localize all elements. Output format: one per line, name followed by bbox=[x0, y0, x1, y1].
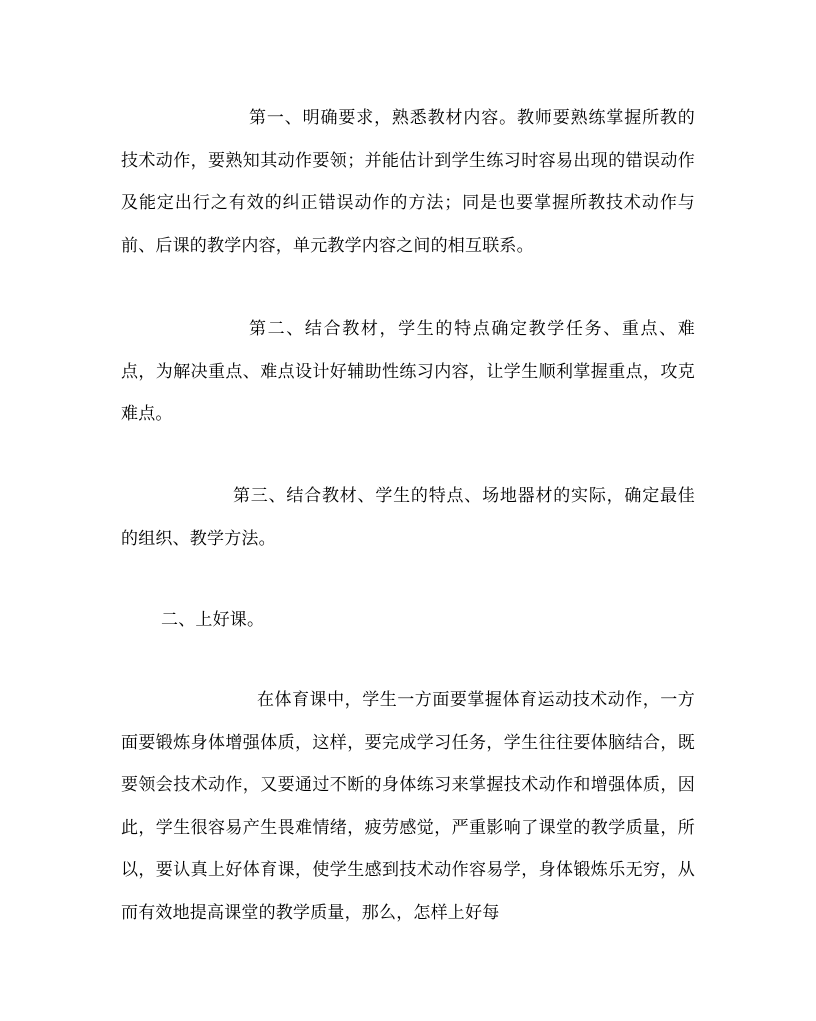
paragraph-teaching-methods: 第三、结合教材、学生的特点、场地器材的实际，确定最佳的组织、教学方法。 bbox=[121, 486, 695, 549]
paragraph-teaching-tasks: 第二、结合教材，学生的特点确定教学任务、重点、难点，为解决重点、难点设计好辅助性练习内容，让学生顺利掌握重点，攻克难点。 bbox=[121, 319, 695, 424]
paragraph-pe-class: 在体育课中，学生一方面要掌握体育运动技术动作，一方面要锻炼身体增强体质，这样，要完成学习任务，学生往往要体脑结合，既要领会技术动作，又要通过不断的身体练习来掌握技术动作和增强体质，因此，学生很容易产生畏难情绪，疲劳感觉，严重影响了课堂的教学质量，所以，要认真上好体育课，使学生感到技术动作容易学，身体锻炼乐无穷，从而有效地提高课堂的教学质量，那么，怎样上好每 bbox=[121, 690, 695, 923]
paragraph-requirements: 第一、明确要求，熟悉教材内容。教师要熟练掌握所教的技术动作，要熟知其动作要领；并能估计到学生练习时容易出现的错误动作及能定出行之有效的纠正错误动作的方法；同是也要掌握所教技术动作与前、后课的教学内容，单元教学内容之间的相互联系。 bbox=[121, 108, 695, 256]
section-heading: 二、上好课。 bbox=[161, 610, 265, 630]
